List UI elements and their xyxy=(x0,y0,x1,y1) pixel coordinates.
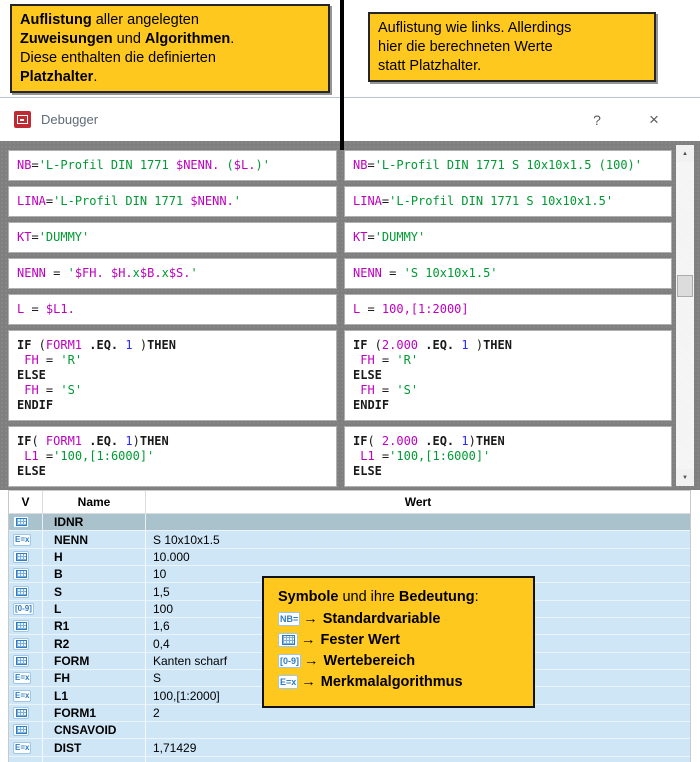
table-row[interactable] xyxy=(9,757,690,762)
text-segment: und ihre xyxy=(338,589,399,605)
text-segment: ELSE xyxy=(17,368,46,382)
fixed-value-icon xyxy=(13,620,29,632)
cell-name: R1 xyxy=(43,618,146,634)
cell-icon xyxy=(9,739,43,755)
text-segment: L xyxy=(17,302,25,316)
vertical-scrollbar[interactable] xyxy=(676,145,694,486)
text-segment: 2.000 xyxy=(381,434,419,448)
cell-icon xyxy=(9,549,43,565)
legend-title xyxy=(278,588,527,606)
cell-icon xyxy=(9,670,43,686)
fixed-value-icon xyxy=(278,633,298,647)
text-segment: und xyxy=(112,31,145,47)
text-segment xyxy=(104,266,111,280)
text-segment: aller angelegten xyxy=(91,12,199,28)
value-range-icon: [0-9] xyxy=(278,654,301,668)
fixed-value-icon xyxy=(13,586,29,598)
scroll-up-icon[interactable]: ▲ xyxy=(676,145,694,162)
text-segment: ' xyxy=(233,194,242,208)
legend-item xyxy=(278,632,527,648)
text-segment: IF xyxy=(353,338,368,352)
text-segment: . xyxy=(93,69,98,85)
text-segment: hier die berechneten Werte xyxy=(378,39,553,55)
code-row xyxy=(8,294,672,325)
text-segment: NENN xyxy=(17,266,46,280)
text-segment: 1 xyxy=(125,338,133,352)
table-row[interactable] xyxy=(9,722,690,739)
text-segment: ' xyxy=(67,266,75,280)
text-segment: )' xyxy=(255,158,270,172)
algorithm-icon: E=x xyxy=(15,742,30,752)
cell-icon xyxy=(9,618,43,634)
text-segment: 'S 10x10x1.5' xyxy=(403,266,498,280)
text-segment: ELSE xyxy=(353,464,382,478)
value-range-icon: [0-9] xyxy=(15,603,32,613)
code-row xyxy=(8,150,672,181)
text-segment: Bedeutung xyxy=(398,589,475,605)
code-line xyxy=(353,434,669,449)
code-card-right[interactable] xyxy=(344,426,672,487)
text-segment: $L. xyxy=(233,158,256,172)
cell-icon xyxy=(9,722,43,738)
text-segment: Diese enthalten die definierten xyxy=(20,50,216,66)
column-header-v[interactable]: V xyxy=(9,491,43,513)
text-segment: ) xyxy=(132,338,148,352)
cell-value: 1,71429 xyxy=(153,740,197,755)
text-segment: = xyxy=(374,383,397,397)
legend-item xyxy=(278,611,527,627)
cell-name: S xyxy=(43,583,146,599)
text-segment: : xyxy=(474,589,479,605)
text-segment: 'DUMMY' xyxy=(374,230,426,244)
text-segment: THEN xyxy=(147,338,176,352)
text-segment: .EQ. xyxy=(418,434,462,448)
legend-box xyxy=(262,576,535,708)
arrow-icon: → xyxy=(304,653,319,669)
text-segment: 1 xyxy=(461,338,469,352)
text-segment: $FH. xyxy=(74,266,104,280)
cell-icon xyxy=(9,687,43,703)
text-segment: = xyxy=(38,449,54,463)
cell-name: L xyxy=(43,601,146,617)
text-segment: $B. xyxy=(139,266,162,280)
text-segment: x xyxy=(161,266,169,280)
code-card-right[interactable] xyxy=(344,222,672,253)
text-segment: $S. xyxy=(168,266,191,280)
code-line xyxy=(353,449,669,464)
text-segment: = xyxy=(38,383,61,397)
cell-name: CNSAVOID xyxy=(43,722,146,738)
code-row xyxy=(8,426,672,487)
fixed-value-icon xyxy=(13,551,29,563)
code-line xyxy=(17,368,334,383)
window-titlebar xyxy=(0,97,700,141)
code-card-left[interactable] xyxy=(8,186,337,217)
text-segment: LINA xyxy=(353,194,382,208)
callout-right xyxy=(368,12,656,82)
cell-icon xyxy=(9,653,43,669)
code-line xyxy=(353,398,669,413)
text-segment: Auflistung wie links. Allerdings xyxy=(378,20,572,36)
code-line xyxy=(353,464,669,479)
text-segment: 1 xyxy=(125,434,133,448)
code-line xyxy=(353,353,669,368)
legend-label: Merkmalalgorithmus xyxy=(320,674,463,690)
cell-name: H xyxy=(43,549,146,565)
text-segment: Platzhalter xyxy=(20,69,94,85)
keypad-grid xyxy=(16,657,27,665)
keypad-grid xyxy=(16,709,27,717)
code-line xyxy=(17,338,334,353)
cell-value: 2 xyxy=(153,705,160,720)
code-line xyxy=(17,449,334,464)
code-line xyxy=(17,194,334,209)
legend-label: Fester Wert xyxy=(320,632,401,648)
text-segment: NB xyxy=(17,158,32,172)
scroll-down-icon[interactable]: ▼ xyxy=(676,469,694,486)
code-line xyxy=(353,194,669,209)
fixed-value-icon xyxy=(13,568,29,580)
text-segment: .EQ. xyxy=(82,434,126,448)
text-segment: L xyxy=(353,302,361,316)
text-segment: ) xyxy=(468,338,484,352)
text-segment: KT xyxy=(353,230,368,244)
code-line xyxy=(353,158,669,173)
column-header-name[interactable]: Name xyxy=(43,491,146,513)
keypad-grid xyxy=(16,553,27,561)
text-segment: FH xyxy=(360,383,375,397)
code-card-left[interactable] xyxy=(8,150,337,181)
code-line xyxy=(353,383,669,398)
code-line xyxy=(17,158,334,173)
cell-name: FORM1 xyxy=(43,705,146,721)
code-card-right[interactable] xyxy=(344,258,672,289)
text-segment: = xyxy=(367,230,375,244)
fixed-value-icon xyxy=(13,516,29,528)
keypad-grid xyxy=(16,726,27,734)
code-line xyxy=(353,266,669,281)
text-segment: 1 xyxy=(461,434,469,448)
cell-name: DIST xyxy=(43,739,146,755)
cell-icon xyxy=(9,583,43,599)
text-segment: = xyxy=(31,230,39,244)
text-segment: = xyxy=(381,194,390,208)
text-segment: = xyxy=(367,158,375,172)
cell-icon xyxy=(9,757,43,762)
text-segment: 100,[1:2000] xyxy=(381,302,469,316)
text-segment: FH xyxy=(24,353,39,367)
text-segment: .EQ. xyxy=(418,338,462,352)
table-row[interactable] xyxy=(9,531,690,548)
text-segment: ( xyxy=(367,338,382,352)
keypad-grid xyxy=(282,635,295,645)
annotation-divider-line xyxy=(340,0,344,150)
code-card-left[interactable] xyxy=(8,330,337,421)
text-segment: = xyxy=(24,302,46,316)
text-segment: $NENN. xyxy=(175,158,220,172)
code-row xyxy=(8,186,672,217)
text-segment: '100,[1:6000]' xyxy=(389,449,491,463)
text-segment: ELSE xyxy=(353,368,382,382)
text-segment: = xyxy=(38,353,61,367)
algorithm-icon: E=x xyxy=(278,675,298,689)
text-segment: IF xyxy=(353,434,368,448)
cell-value xyxy=(146,722,690,738)
cell-name: FH xyxy=(43,670,146,686)
code-grid xyxy=(8,150,672,487)
fixed-value-icon xyxy=(13,638,29,650)
code-row xyxy=(8,222,672,253)
cell-value: 10.000 xyxy=(153,549,190,564)
code-line xyxy=(353,230,669,245)
text-segment: FH xyxy=(24,383,39,397)
text-segment: LINA xyxy=(17,194,46,208)
keypad-grid xyxy=(16,570,27,578)
cell-icon xyxy=(9,705,43,721)
callout-left xyxy=(10,4,330,93)
text-segment: '100,[1:6000]' xyxy=(53,449,155,463)
text-segment: 'L-Profil DIN 1771 S 10x10x1.5 (100)' xyxy=(374,158,642,172)
cell-value: S 10x10x1.5 xyxy=(153,532,220,547)
cell-icon xyxy=(9,566,43,582)
text-segment: ( xyxy=(367,434,382,448)
text-segment: 'R' xyxy=(396,353,419,367)
text-segment: = xyxy=(45,194,54,208)
legend-item xyxy=(278,653,527,669)
arrow-icon: → xyxy=(301,632,316,648)
cell-name: IDNR xyxy=(43,514,146,530)
text-segment: FORM1 xyxy=(45,434,83,448)
cell-value: 100,[1:2000] xyxy=(153,688,220,703)
cell-name: FORM xyxy=(43,653,146,669)
code-line xyxy=(17,398,334,413)
code-card-left[interactable] xyxy=(8,294,337,325)
code-card-left[interactable] xyxy=(8,222,337,253)
fixed-value-icon xyxy=(13,707,29,719)
text-segment: = xyxy=(45,266,68,280)
legend-items xyxy=(278,611,527,690)
code-line xyxy=(17,434,334,449)
text-segment: ) xyxy=(132,434,140,448)
code-card-left[interactable] xyxy=(8,258,337,289)
text-segment: 2.000 xyxy=(381,338,419,352)
text-segment: = xyxy=(381,266,404,280)
text-segment: .EQ. xyxy=(82,338,126,352)
debugger-app-icon xyxy=(14,111,31,128)
text-segment: x xyxy=(132,266,140,280)
text-segment: $NENN. xyxy=(190,194,234,208)
text-segment: THEN xyxy=(475,434,505,448)
standard-variable-icon: NB= xyxy=(278,612,300,626)
code-line xyxy=(17,464,334,479)
text-segment: KT xyxy=(17,230,32,244)
text-segment: NB xyxy=(353,158,368,172)
text-segment: ( xyxy=(31,434,46,448)
text-segment: = xyxy=(374,353,397,367)
keypad-grid xyxy=(16,588,27,596)
text-segment: = xyxy=(374,449,390,463)
text-segment: ENDIF xyxy=(17,398,54,412)
cell-value: 1,5 xyxy=(153,584,170,599)
cell-value: 100 xyxy=(153,601,174,616)
cell-name: NENN xyxy=(43,531,146,547)
help-button[interactable]: ? xyxy=(593,112,601,128)
window-title: Debugger xyxy=(41,112,99,127)
cell-value xyxy=(146,514,690,530)
cell-value: 0,4 xyxy=(153,636,170,651)
cell-name: B xyxy=(43,566,146,582)
keypad-grid xyxy=(16,518,27,526)
code-line xyxy=(17,353,334,368)
text-segment: THEN xyxy=(483,338,512,352)
table-row[interactable] xyxy=(9,739,690,756)
fixed-value-icon xyxy=(13,724,29,736)
cell-name xyxy=(43,757,146,762)
code-line xyxy=(353,338,669,353)
scrollbar-thumb[interactable] xyxy=(677,275,693,297)
text-segment: = xyxy=(31,158,39,172)
code-line xyxy=(353,368,669,383)
table-row[interactable] xyxy=(9,549,690,566)
text-segment: Symbole xyxy=(278,589,339,605)
text-segment: $H. xyxy=(110,266,133,280)
table-row[interactable] xyxy=(9,514,690,531)
arrow-icon: → xyxy=(301,674,316,690)
code-line xyxy=(17,230,334,245)
text-segment: L1 xyxy=(24,449,39,463)
legend-label: Standardvariable xyxy=(322,611,441,627)
code-line xyxy=(353,302,669,317)
algorithm-icon: E=x xyxy=(15,690,30,700)
text-segment: 'S' xyxy=(60,383,83,397)
text-segment: FH xyxy=(360,353,375,367)
cell-icon xyxy=(9,601,43,617)
code-row xyxy=(8,258,672,289)
text-segment: IF xyxy=(17,434,32,448)
text-segment: 'DUMMY' xyxy=(38,230,90,244)
cell-icon xyxy=(9,531,43,547)
text-segment: ELSE xyxy=(17,464,46,478)
cell-name: R2 xyxy=(43,635,146,651)
text-segment: 'R' xyxy=(60,353,83,367)
cell-icon xyxy=(9,635,43,651)
text-segment: IF xyxy=(17,338,32,352)
keypad-grid xyxy=(16,622,27,630)
close-button[interactable]: × xyxy=(649,110,659,129)
code-line xyxy=(17,383,334,398)
table-header-row xyxy=(9,491,690,514)
text-segment: Auflistung xyxy=(20,12,92,28)
code-line xyxy=(17,266,334,281)
code-card-right[interactable] xyxy=(344,294,672,325)
text-segment: . xyxy=(230,31,235,47)
algorithm-icon: E=x xyxy=(15,534,30,544)
arrow-icon: → xyxy=(303,611,318,627)
text-segment: NENN xyxy=(353,266,382,280)
algorithm-icon: E=x xyxy=(15,673,30,683)
code-card-left[interactable] xyxy=(8,426,337,487)
text-segment: 'S' xyxy=(396,383,419,397)
text-segment: THEN xyxy=(139,434,169,448)
code-row xyxy=(8,330,672,421)
cell-icon xyxy=(9,514,43,530)
text-segment: Algorithmen xyxy=(144,31,231,47)
text-segment: ( xyxy=(219,158,234,172)
cell-name: L1 xyxy=(43,687,146,703)
text-segment: = xyxy=(360,302,382,316)
text-segment: L1 xyxy=(360,449,375,463)
text-segment: 'L-Profil DIN 1771 xyxy=(53,194,191,208)
cell-value: Kanten scharf xyxy=(153,653,228,668)
code-panel xyxy=(0,141,700,490)
keypad-grid xyxy=(16,640,27,648)
text-segment: ) xyxy=(468,434,476,448)
cell-value xyxy=(146,757,690,762)
column-header-wert[interactable]: Wert xyxy=(404,495,432,509)
cell-value: 1,6 xyxy=(153,619,170,634)
code-card-right[interactable] xyxy=(344,186,672,217)
text-segment: ENDIF xyxy=(353,398,390,412)
text-segment: FORM1 xyxy=(45,338,83,352)
legend-label: Wertebereich xyxy=(323,653,416,669)
cell-value: S xyxy=(153,671,162,686)
text-segment: 'L-Profil DIN 1771 S 10x10x1.5' xyxy=(389,194,614,208)
code-line xyxy=(17,302,334,317)
legend-item xyxy=(278,674,527,690)
text-segment: Zuweisungen xyxy=(20,31,113,47)
text-segment: 'L-Profil DIN 1771 xyxy=(38,158,176,172)
fixed-value-icon xyxy=(13,655,29,667)
text-segment: statt Platzhalter. xyxy=(378,58,482,74)
text-segment: $L1. xyxy=(45,302,75,316)
text-segment: ' xyxy=(190,266,198,280)
code-card-right[interactable] xyxy=(344,330,672,421)
cell-value: 10 xyxy=(153,567,167,582)
code-card-right[interactable] xyxy=(344,150,672,181)
text-segment: ( xyxy=(31,338,46,352)
